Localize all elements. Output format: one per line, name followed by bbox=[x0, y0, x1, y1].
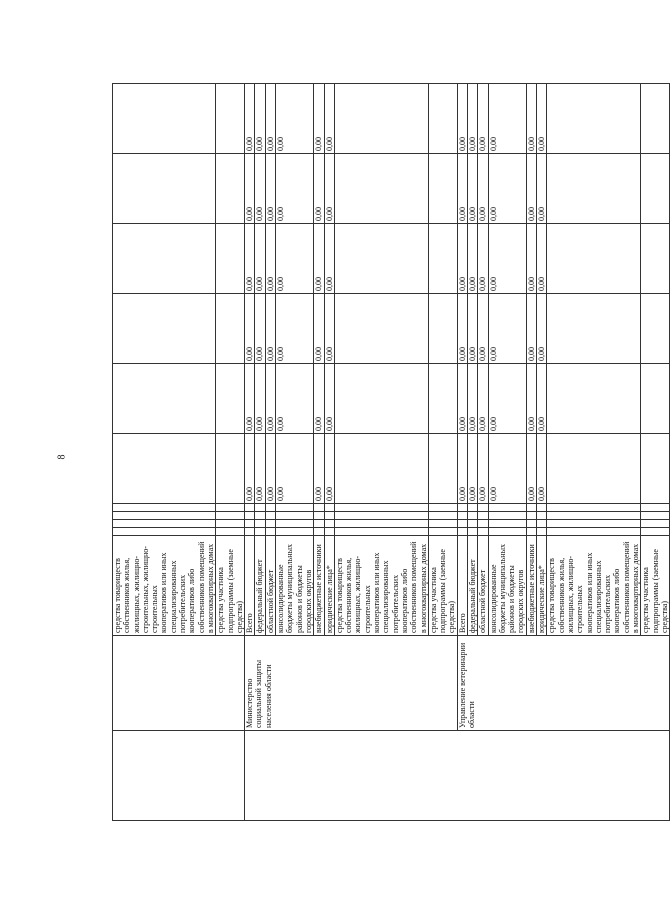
value-cell: 0,00 bbox=[314, 154, 324, 224]
empty-cell bbox=[113, 504, 216, 512]
value-cell bbox=[547, 434, 641, 504]
empty-cell bbox=[113, 294, 216, 364]
empty-cell bbox=[216, 520, 245, 528]
value-cell: 0,00 bbox=[457, 364, 467, 434]
empty-cell bbox=[113, 512, 216, 520]
org-name: Управление ветеринарии области bbox=[457, 636, 670, 731]
narrow-cell bbox=[428, 520, 457, 528]
value-cell: 0,00 bbox=[488, 84, 526, 154]
budget-table bbox=[112, 83, 670, 821]
row-label: консолидированные бюджеты муниципальных районов и бюджеты городских округов bbox=[276, 536, 314, 636]
empty-cell bbox=[113, 731, 245, 821]
value-cell: 0,00 bbox=[457, 434, 467, 504]
value-cell bbox=[547, 224, 641, 294]
narrow-cell bbox=[428, 528, 457, 536]
row-label: средства товариществ собственников жилья, жилищных, жилищно-строительных, жилищно-строительных кооперативов или иных специализированных потребительских кооперативов либо собственников помещений в многоквартирных домах bbox=[113, 536, 216, 636]
row-label: консолидированные бюджеты муниципальных районов и бюджеты городских округов bbox=[488, 536, 526, 636]
value-cell bbox=[547, 154, 641, 224]
narrow-cell bbox=[488, 504, 526, 512]
row-label: внебюджетные источники bbox=[314, 536, 324, 636]
value-cell bbox=[428, 84, 457, 154]
value-cell: 0,00 bbox=[276, 364, 314, 434]
value-cell: 0,00 bbox=[314, 434, 324, 504]
narrow-cell bbox=[488, 512, 526, 520]
narrow-cell bbox=[314, 528, 324, 536]
value-cell: 0,00 bbox=[245, 84, 255, 154]
value-cell: 0,00 bbox=[276, 84, 314, 154]
value-cell: 0,00 bbox=[467, 434, 477, 504]
value-cell: 0,00 bbox=[324, 224, 334, 294]
narrow-cell bbox=[255, 528, 265, 536]
empty-cell bbox=[216, 224, 245, 294]
value-cell: 0,00 bbox=[314, 364, 324, 434]
value-cell: 0,00 bbox=[324, 294, 334, 364]
narrow-cell bbox=[324, 504, 334, 512]
narrow-cell bbox=[334, 528, 428, 536]
narrow-cell bbox=[334, 512, 428, 520]
value-cell: 0,00 bbox=[478, 364, 488, 434]
row-label: средства участника подпрограммы (заемные средства) bbox=[216, 536, 245, 636]
value-cell bbox=[334, 434, 428, 504]
value-cell: 0,00 bbox=[255, 364, 265, 434]
row-label: областной бюджет bbox=[265, 536, 275, 636]
value-cell bbox=[547, 84, 641, 154]
narrow-cell bbox=[457, 512, 467, 520]
narrow-cell bbox=[467, 504, 477, 512]
value-cell: 0,00 bbox=[265, 84, 275, 154]
narrow-cell bbox=[537, 512, 547, 520]
narrow-cell bbox=[276, 504, 314, 512]
value-cell bbox=[428, 224, 457, 294]
value-cell: 0,00 bbox=[245, 154, 255, 224]
row-label: Всего bbox=[457, 536, 467, 636]
narrow-cell bbox=[265, 520, 275, 528]
empty-cell bbox=[113, 84, 216, 154]
value-cell: 0,00 bbox=[255, 224, 265, 294]
narrow-cell bbox=[641, 520, 670, 528]
value-cell bbox=[334, 364, 428, 434]
narrow-cell bbox=[547, 520, 641, 528]
narrow-cell bbox=[526, 512, 536, 520]
narrow-cell bbox=[334, 520, 428, 528]
value-cell: 0,00 bbox=[314, 224, 324, 294]
table-body bbox=[113, 84, 670, 821]
narrow-cell bbox=[276, 520, 314, 528]
narrow-cell bbox=[334, 504, 428, 512]
narrow-cell bbox=[526, 504, 536, 512]
narrow-cell bbox=[314, 512, 324, 520]
narrow-cell bbox=[265, 528, 275, 536]
value-cell: 0,00 bbox=[537, 434, 547, 504]
value-cell: 0,00 bbox=[245, 434, 255, 504]
narrow-cell bbox=[255, 520, 265, 528]
empty-cell bbox=[216, 84, 245, 154]
row-label: федеральный бюджет bbox=[255, 536, 265, 636]
narrow-cell bbox=[537, 520, 547, 528]
value-cell: 0,00 bbox=[457, 224, 467, 294]
row-label: средства участника подпрограммы (заемные средства) bbox=[641, 536, 670, 636]
value-cell bbox=[641, 154, 670, 224]
value-cell: 0,00 bbox=[537, 224, 547, 294]
narrow-cell bbox=[467, 512, 477, 520]
narrow-cell bbox=[457, 528, 467, 536]
value-cell: 0,00 bbox=[467, 364, 477, 434]
row-label: юридические лица* bbox=[324, 536, 334, 636]
value-cell bbox=[334, 294, 428, 364]
value-cell bbox=[428, 434, 457, 504]
narrow-cell bbox=[478, 512, 488, 520]
value-cell: 0,00 bbox=[245, 224, 255, 294]
value-cell: 0,00 bbox=[488, 154, 526, 224]
narrow-cell bbox=[547, 512, 641, 520]
row-label: внебюджетные источники bbox=[526, 536, 536, 636]
narrow-cell bbox=[547, 528, 641, 536]
row-label: средства участника подпрограммы (заемные средства) bbox=[428, 536, 457, 636]
value-cell: 0,00 bbox=[537, 364, 547, 434]
org-name: Министерство социальной защиты населения области bbox=[245, 636, 458, 731]
narrow-cell bbox=[276, 512, 314, 520]
value-cell: 0,00 bbox=[526, 294, 536, 364]
value-cell: 0,00 bbox=[526, 154, 536, 224]
value-cell: 0,00 bbox=[245, 364, 255, 434]
value-cell: 0,00 bbox=[276, 224, 314, 294]
value-cell: 0,00 bbox=[526, 364, 536, 434]
value-cell: 0,00 bbox=[478, 224, 488, 294]
value-cell: 0,00 bbox=[265, 294, 275, 364]
value-cell: 0,00 bbox=[488, 294, 526, 364]
row-label: федеральный бюджет bbox=[467, 536, 477, 636]
narrow-cell bbox=[488, 528, 526, 536]
narrow-cell bbox=[537, 528, 547, 536]
value-cell: 0,00 bbox=[467, 294, 477, 364]
value-cell: 0,00 bbox=[245, 294, 255, 364]
value-cell: 0,00 bbox=[457, 154, 467, 224]
value-cell bbox=[334, 224, 428, 294]
narrow-cell bbox=[478, 504, 488, 512]
value-cell: 0,00 bbox=[526, 434, 536, 504]
value-cell bbox=[334, 154, 428, 224]
empty-cell bbox=[113, 434, 216, 504]
value-cell bbox=[641, 294, 670, 364]
value-cell bbox=[547, 364, 641, 434]
value-cell: 0,00 bbox=[478, 154, 488, 224]
value-cell: 0,00 bbox=[276, 434, 314, 504]
narrow-cell bbox=[245, 520, 255, 528]
value-cell: 0,00 bbox=[467, 84, 477, 154]
narrow-cell bbox=[488, 520, 526, 528]
value-cell bbox=[641, 224, 670, 294]
narrow-cell bbox=[641, 504, 670, 512]
empty-cell bbox=[113, 520, 216, 528]
value-cell: 0,00 bbox=[488, 364, 526, 434]
value-cell: 0,00 bbox=[255, 294, 265, 364]
narrow-cell bbox=[641, 528, 670, 536]
value-cell: 0,00 bbox=[265, 154, 275, 224]
narrow-cell bbox=[255, 512, 265, 520]
value-cell bbox=[428, 364, 457, 434]
narrow-cell bbox=[457, 520, 467, 528]
value-cell: 0,00 bbox=[467, 154, 477, 224]
table-row bbox=[113, 84, 216, 821]
table-row bbox=[245, 84, 255, 821]
value-cell: 0,00 bbox=[537, 294, 547, 364]
narrow-cell bbox=[314, 520, 324, 528]
value-cell: 0,00 bbox=[276, 154, 314, 224]
value-cell: 0,00 bbox=[324, 154, 334, 224]
narrow-cell bbox=[265, 512, 275, 520]
value-cell: 0,00 bbox=[478, 294, 488, 364]
narrow-cell bbox=[428, 512, 457, 520]
empty-cell bbox=[113, 224, 216, 294]
empty-cell bbox=[216, 512, 245, 520]
value-cell bbox=[334, 84, 428, 154]
value-cell bbox=[641, 434, 670, 504]
narrow-cell bbox=[324, 528, 334, 536]
empty-cell bbox=[216, 294, 245, 364]
value-cell: 0,00 bbox=[478, 434, 488, 504]
value-cell: 0,00 bbox=[276, 294, 314, 364]
empty-cell bbox=[113, 364, 216, 434]
value-cell: 0,00 bbox=[488, 434, 526, 504]
value-cell: 0,00 bbox=[457, 294, 467, 364]
narrow-cell bbox=[641, 512, 670, 520]
value-cell: 0,00 bbox=[488, 224, 526, 294]
value-cell: 0,00 bbox=[314, 294, 324, 364]
narrow-cell bbox=[255, 504, 265, 512]
value-cell: 0,00 bbox=[537, 154, 547, 224]
value-cell: 0,00 bbox=[526, 224, 536, 294]
empty-cell bbox=[113, 154, 216, 224]
page-number: 8 bbox=[56, 454, 68, 460]
narrow-cell bbox=[245, 504, 255, 512]
value-cell: 0,00 bbox=[467, 224, 477, 294]
narrow-cell bbox=[457, 504, 467, 512]
narrow-cell bbox=[245, 512, 255, 520]
value-cell: 0,00 bbox=[457, 84, 467, 154]
narrow-cell bbox=[245, 528, 255, 536]
rotated-table-container bbox=[112, 84, 669, 821]
value-cell: 0,00 bbox=[255, 84, 265, 154]
row-label: областной бюджет bbox=[478, 536, 488, 636]
value-cell: 0,00 bbox=[265, 434, 275, 504]
value-cell bbox=[428, 294, 457, 364]
value-cell bbox=[641, 84, 670, 154]
value-cell: 0,00 bbox=[324, 364, 334, 434]
value-cell: 0,00 bbox=[478, 84, 488, 154]
narrow-cell bbox=[324, 512, 334, 520]
value-cell: 0,00 bbox=[255, 434, 265, 504]
empty-cell bbox=[216, 528, 245, 536]
value-cell: 0,00 bbox=[265, 364, 275, 434]
empty-cell bbox=[245, 731, 670, 821]
row-label: средства товариществ собственников жилья, жилищных, жилищно-строительных кооперативов или иных специализированных потребительских кооперативов либо собственников помещений в многоквартирных домах bbox=[334, 536, 428, 636]
value-cell: 0,00 bbox=[324, 434, 334, 504]
empty-cell bbox=[216, 364, 245, 434]
row-label: средства товариществ собственников жилья, жилищных, жилищно-строительных кооперативов или иных специализированных потребительских кооперативов либо собственников помещений в многоквартирных домах bbox=[547, 536, 641, 636]
empty-cell bbox=[216, 504, 245, 512]
narrow-cell bbox=[324, 520, 334, 528]
empty-cell bbox=[113, 636, 245, 731]
empty-cell bbox=[216, 154, 245, 224]
value-cell: 0,00 bbox=[255, 154, 265, 224]
narrow-cell bbox=[547, 504, 641, 512]
value-cell: 0,00 bbox=[314, 84, 324, 154]
empty-cell bbox=[113, 528, 216, 536]
table-row bbox=[457, 84, 467, 821]
value-cell: 0,00 bbox=[537, 84, 547, 154]
narrow-cell bbox=[526, 528, 536, 536]
narrow-cell bbox=[537, 504, 547, 512]
narrow-cell bbox=[467, 520, 477, 528]
narrow-cell bbox=[428, 504, 457, 512]
row-label: Всего bbox=[245, 536, 255, 636]
value-cell: 0,00 bbox=[265, 224, 275, 294]
narrow-cell bbox=[478, 520, 488, 528]
narrow-cell bbox=[276, 528, 314, 536]
value-cell: 0,00 bbox=[526, 84, 536, 154]
narrow-cell bbox=[265, 504, 275, 512]
value-cell: 0,00 bbox=[324, 84, 334, 154]
narrow-cell bbox=[467, 528, 477, 536]
row-label: юридические лица* bbox=[537, 536, 547, 636]
value-cell bbox=[641, 364, 670, 434]
narrow-cell bbox=[478, 528, 488, 536]
value-cell bbox=[547, 294, 641, 364]
value-cell bbox=[428, 154, 457, 224]
narrow-cell bbox=[314, 504, 324, 512]
empty-cell bbox=[216, 434, 245, 504]
narrow-cell bbox=[526, 520, 536, 528]
